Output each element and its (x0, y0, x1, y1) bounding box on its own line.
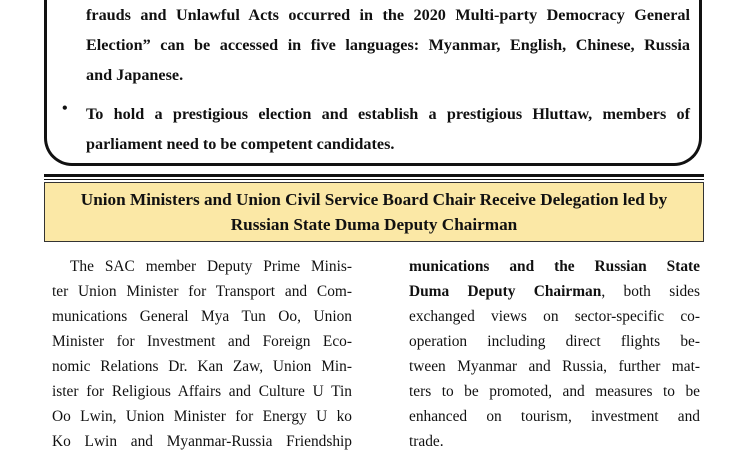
paragraph-line: operation including direct flights be- (409, 333, 700, 350)
paragraph-line: ter Union Minister for Transport and Com- (52, 283, 352, 300)
bullet-2-line: To hold a prestigious election and establish a prestigious Hluttaw, members of (86, 105, 690, 123)
paragraph-line: exchanged views on sector-specific co- (409, 308, 700, 325)
paragraph-line: Ko Lwin and Myanmar-Russia Friendship (52, 433, 352, 450)
paragraph-line-bold: munications and the Russian State (409, 258, 700, 275)
headline-line-2: Russian State Duma Deputy Chairman (230, 215, 518, 234)
paragraph-line (409, 279, 700, 304)
bullet-1-line: Election” can be accessed in five languages: Myanmar, English, Chinese, Russia (86, 36, 690, 54)
paragraph-line: trade. (409, 433, 444, 450)
bold-phrase: Duma Deputy Chairman (409, 283, 602, 300)
paragraph-line: The SAC member Deputy Prime Minis- (70, 258, 352, 275)
bullet-1-line: frauds and Unlawful Acts occurred in the 2020 Multi-party Democracy General (86, 6, 690, 24)
article-headline (44, 182, 704, 242)
paragraph-line: ister for Religious Affairs and Culture U Tin (52, 383, 352, 400)
bullet-1-line: and Japanese. (86, 66, 184, 84)
divider-thin (44, 179, 704, 180)
plain-phrase: , both sides (601, 283, 701, 300)
bullet-2-line: parliament need to be competent candidates. (86, 135, 395, 153)
bullet-icon: • (62, 100, 68, 117)
bullet-2 (86, 99, 690, 159)
paragraph-line: Minister for Investment and Foreign Eco- (52, 333, 352, 350)
paragraph-line: enhanced on tourism, investment and (409, 408, 700, 425)
paragraph-line: ters to be promoted, and measures to be (409, 383, 700, 400)
paragraph-line: Oo Lwin, Union Minister for Energy U ko (52, 408, 352, 425)
headline-line-1: Union Ministers and Union Civil Service Board Chair Receive Delegation led by (80, 190, 668, 209)
paragraph-line: nomic Relations Dr. Kan Zaw, Union Min- (52, 358, 352, 375)
paragraph-line: tween Myanmar and Russia, further mat- (409, 358, 700, 375)
right-column (409, 254, 700, 454)
paragraph-line: munications General Mya Tun Oo, Union (52, 308, 352, 325)
divider-thick (44, 174, 704, 177)
bullet-1 (86, 0, 690, 90)
left-column (52, 254, 352, 454)
